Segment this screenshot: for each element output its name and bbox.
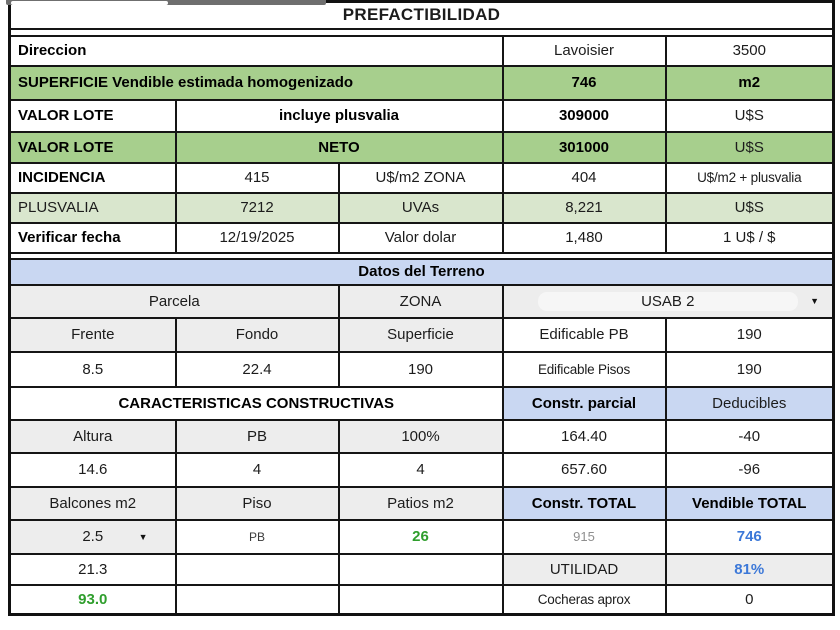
parcela-label[interactable]: Parcela	[10, 285, 339, 318]
patios-value[interactable]: 26	[339, 520, 503, 554]
deducible-pisos[interactable]: -96	[666, 453, 834, 487]
superficie-unit[interactable]: m2	[666, 66, 834, 100]
edificable-pb-value[interactable]: 190	[666, 318, 834, 352]
row-incidencia	[10, 163, 834, 193]
row-medidas-values	[10, 352, 834, 387]
row-fecha	[10, 223, 834, 253]
empty-cell[interactable]	[176, 554, 339, 585]
vendible-total-value[interactable]: 746	[666, 520, 834, 554]
valor-neto-unit[interactable]: U$S	[666, 132, 834, 163]
prefactibilidad-table	[8, 0, 835, 616]
row-direccion	[10, 36, 834, 66]
fecha-label[interactable]: Verificar fecha	[10, 223, 176, 253]
superficie-label[interactable]: SUPERFICIE Vendible estimada homogenizado	[10, 66, 503, 100]
row-altura-values	[10, 453, 834, 487]
constr-parcial-header[interactable]: Constr. parcial	[503, 387, 666, 420]
edificable-pb-label[interactable]: Edificable PB	[503, 318, 666, 352]
row-title	[10, 2, 834, 29]
incidencia-zona-value[interactable]: 415	[176, 163, 339, 193]
section-datos-terreno[interactable]: Datos del Terreno	[10, 259, 834, 285]
patios-label[interactable]: Patios m2	[339, 487, 503, 520]
incidencia-plusvalia-unit[interactable]: U$/m2 + plusvalia	[666, 163, 834, 193]
dolar-value[interactable]: 1,480	[503, 223, 666, 253]
altura-label[interactable]: Altura	[10, 420, 176, 453]
dropdown-selected-value: USAB 2	[538, 292, 798, 311]
incidencia-plusvalia-value[interactable]: 404	[503, 163, 666, 193]
pb-percent[interactable]: 100%	[339, 420, 503, 453]
plusvalia-usd-value[interactable]: 8,221	[503, 193, 666, 223]
valor-neto-mode[interactable]: NETO	[176, 132, 503, 163]
incidencia-label[interactable]: INCIDENCIA	[10, 163, 176, 193]
utilidad-label[interactable]: UTILIDAD	[503, 554, 666, 585]
dolar-label[interactable]: Valor dolar	[339, 223, 503, 253]
valor-neto-value[interactable]: 301000	[503, 132, 666, 163]
deducibles-header[interactable]: Deducibles	[666, 387, 834, 420]
altura-value[interactable]: 14.6	[10, 453, 176, 487]
balcones-label[interactable]: Balcones m2	[10, 487, 176, 520]
table-body	[10, 2, 834, 615]
direccion-label[interactable]: Direccion	[10, 36, 503, 66]
chevron-down-icon[interactable]: ▼	[810, 296, 820, 306]
direccion-street[interactable]: Lavoisier	[503, 36, 666, 66]
balcones-dropdown[interactable]	[10, 520, 176, 554]
pb-label[interactable]: PB	[176, 420, 339, 453]
piso-label[interactable]: Piso	[176, 487, 339, 520]
row-altura-header	[10, 420, 834, 453]
empty-cell[interactable]	[339, 585, 503, 615]
spacer-cell	[10, 29, 834, 36]
edificable-pisos-label[interactable]: Edificable Pisos	[503, 352, 666, 387]
vendible-total-header[interactable]: Vendible TOTAL	[666, 487, 834, 520]
section-caracteristicas[interactable]: CARACTERISTICAS CONSTRUCTIVAS	[10, 387, 503, 420]
superficie-terreno-label[interactable]: Superficie	[339, 318, 503, 352]
direccion-number[interactable]: 3500	[666, 36, 834, 66]
chevron-down-icon[interactable]: ▼	[138, 531, 148, 542]
row-plusvalia	[10, 193, 834, 223]
dolar-unit[interactable]: 1 U$ / $	[666, 223, 834, 253]
row-parcela	[10, 285, 834, 318]
piso-value[interactable]: PB	[176, 520, 339, 554]
balcones-fila2-value[interactable]: 21.3	[10, 554, 176, 585]
empty-cell[interactable]	[176, 585, 339, 615]
valor-lote-mode[interactable]: incluye plusvalia	[176, 100, 503, 132]
row-spacer-top	[10, 29, 834, 36]
row-valor-lote-neto	[10, 132, 834, 163]
cocheras-value[interactable]: 0	[666, 585, 834, 615]
zona-dropdown[interactable]	[503, 285, 834, 318]
pisos-percent-value[interactable]: 4	[339, 453, 503, 487]
row-balcones-header	[10, 487, 834, 520]
superficie-terreno-value[interactable]: 190	[339, 352, 503, 387]
valor-lote-unit[interactable]: U$S	[666, 100, 834, 132]
fecha-value[interactable]: 12/19/2025	[176, 223, 339, 253]
empty-cell[interactable]	[339, 554, 503, 585]
zona-label[interactable]: ZONA	[339, 285, 503, 318]
row-section-terreno	[10, 259, 834, 285]
valor-lote-value[interactable]: 309000	[503, 100, 666, 132]
dropdown-control[interactable]	[507, 292, 830, 311]
utilidad-value[interactable]: 81%	[666, 554, 834, 585]
constr-total-value[interactable]: 915	[503, 520, 666, 554]
superficie-value[interactable]: 746	[503, 66, 666, 100]
incidencia-zona-unit[interactable]: U$/m2 ZONA	[339, 163, 503, 193]
deducible-pb[interactable]: -40	[666, 420, 834, 453]
constr-parcial-pisos[interactable]: 657.60	[503, 453, 666, 487]
valor-lote-label[interactable]: VALOR LOTE	[10, 100, 176, 132]
valor-neto-label[interactable]: VALOR LOTE	[10, 132, 176, 163]
plusvalia-label[interactable]: PLUSVALIA	[10, 193, 176, 223]
balcones-fila3-value[interactable]: 93.0	[10, 585, 176, 615]
dropdown-control[interactable]	[14, 527, 172, 546]
plusvalia-uvas-value[interactable]: 7212	[176, 193, 339, 223]
constr-parcial-pb[interactable]: 164.40	[503, 420, 666, 453]
fondo-value[interactable]: 22.4	[176, 352, 339, 387]
dropdown-selected-value: 2.5	[82, 528, 104, 545]
frente-value[interactable]: 8.5	[10, 352, 176, 387]
row-balcones-values	[10, 520, 834, 554]
plusvalia-uvas-unit[interactable]: UVAs	[339, 193, 503, 223]
row-medidas-header	[10, 318, 834, 352]
fondo-label[interactable]: Fondo	[176, 318, 339, 352]
row-utilidad	[10, 554, 834, 585]
page-title[interactable]: PREFACTIBILIDAD	[10, 2, 834, 29]
constr-total-header[interactable]: Constr. TOTAL	[503, 487, 666, 520]
row-section-constructivas	[10, 387, 834, 420]
row-superficie	[10, 66, 834, 100]
top-left-pill	[11, 1, 168, 5]
frente-label[interactable]: Frente	[10, 318, 176, 352]
plusvalia-usd-unit[interactable]: U$S	[666, 193, 834, 223]
pisos-value[interactable]: 4	[176, 453, 339, 487]
row-valor-lote-bruto	[10, 100, 834, 132]
cocheras-label[interactable]: Cocheras aprox	[503, 585, 666, 615]
row-cocheras	[10, 585, 834, 615]
edificable-pisos-value[interactable]: 190	[666, 352, 834, 387]
